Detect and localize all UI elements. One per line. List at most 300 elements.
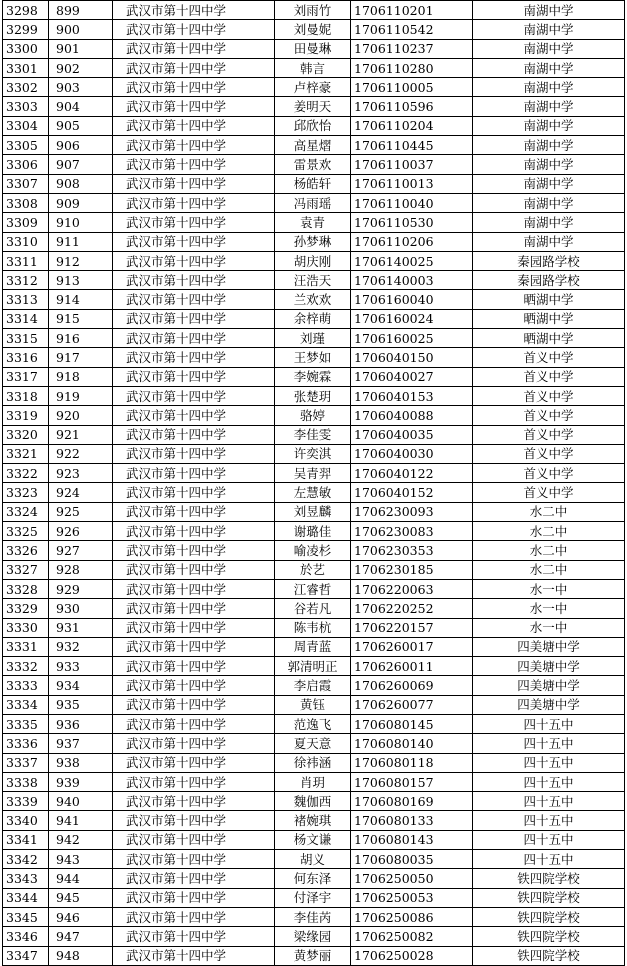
table-row [3, 136, 625, 155]
student-no-cell: 908 [49, 174, 113, 193]
student-no-cell: 911 [49, 232, 113, 251]
student-no-cell: 934 [49, 676, 113, 695]
student-name-cell: 何东泽 [275, 869, 351, 888]
student-name-cell: 雷景欢 [275, 155, 351, 174]
table-row [3, 20, 625, 39]
exam-id-cell: 1706110542 [351, 20, 473, 39]
student-name-cell: 李启霞 [275, 676, 351, 695]
row-seq-cell: 3313 [3, 290, 49, 309]
admitted-school-cell: 武汉市第十四中学 [113, 579, 275, 598]
row-seq-cell: 3328 [3, 579, 49, 598]
admitted-school-cell: 武汉市第十四中学 [113, 348, 275, 367]
student-no-cell: 926 [49, 522, 113, 541]
admitted-school-cell: 武汉市第十四中学 [113, 811, 275, 830]
origin-school-cell: 首义中学 [473, 483, 625, 502]
admitted-school-cell: 武汉市第十四中学 [113, 483, 275, 502]
student-name-cell: 余梓萌 [275, 309, 351, 328]
exam-id-cell: 1706220063 [351, 579, 473, 598]
row-seq-cell: 3303 [3, 97, 49, 116]
table-row [3, 39, 625, 58]
admitted-school-cell: 武汉市第十四中学 [113, 116, 275, 135]
exam-id-cell: 1706080169 [351, 792, 473, 811]
student-no-cell: 948 [49, 946, 113, 965]
origin-school-cell: 南湖中学 [473, 58, 625, 77]
admitted-school-cell: 武汉市第十四中学 [113, 637, 275, 656]
origin-school-cell: 秦园路学校 [473, 251, 625, 270]
origin-school-cell: 晒湖中学 [473, 329, 625, 348]
student-name-cell: 徐祎涵 [275, 753, 351, 772]
student-name-cell: 袁青 [275, 213, 351, 232]
student-name-cell: 褚婉琪 [275, 811, 351, 830]
origin-school-cell: 南湖中学 [473, 116, 625, 135]
student-no-cell: 900 [49, 20, 113, 39]
table-row [3, 1, 625, 20]
student-name-cell: 刘曼妮 [275, 20, 351, 39]
table-row [3, 792, 625, 811]
admitted-school-cell: 武汉市第十四中学 [113, 20, 275, 39]
exam-id-cell: 1706230093 [351, 502, 473, 521]
admitted-school-cell: 武汉市第十四中学 [113, 560, 275, 579]
exam-id-cell: 1706040088 [351, 406, 473, 425]
origin-school-cell: 铁四院学校 [473, 888, 625, 907]
admitted-school-cell: 武汉市第十四中学 [113, 541, 275, 560]
row-seq-cell: 3304 [3, 116, 49, 135]
student-no-cell: 946 [49, 907, 113, 926]
row-seq-cell: 3311 [3, 251, 49, 270]
origin-school-cell: 铁四院学校 [473, 946, 625, 965]
student-name-cell: 谢璐佳 [275, 522, 351, 541]
student-name-cell: 李婉霖 [275, 367, 351, 386]
exam-id-cell: 1706160024 [351, 309, 473, 328]
student-name-cell: 江睿哲 [275, 579, 351, 598]
table-row [3, 193, 625, 212]
table-row [3, 116, 625, 135]
row-seq-cell: 3322 [3, 464, 49, 483]
origin-school-cell: 南湖中学 [473, 97, 625, 116]
origin-school-cell: 首义中学 [473, 348, 625, 367]
row-seq-cell: 3344 [3, 888, 49, 907]
admitted-school-cell: 武汉市第十四中学 [113, 907, 275, 926]
row-seq-cell: 3300 [3, 39, 49, 58]
student-no-cell: 914 [49, 290, 113, 309]
student-no-cell: 907 [49, 155, 113, 174]
student-no-cell: 945 [49, 888, 113, 907]
row-seq-cell: 3307 [3, 174, 49, 193]
row-seq-cell: 3319 [3, 406, 49, 425]
student-no-cell: 909 [49, 193, 113, 212]
student-name-cell: 王梦如 [275, 348, 351, 367]
student-name-cell: 田曼琳 [275, 39, 351, 58]
admitted-school-cell: 武汉市第十四中学 [113, 386, 275, 405]
admitted-school-cell: 武汉市第十四中学 [113, 251, 275, 270]
origin-school-cell: 铁四院学校 [473, 907, 625, 926]
row-seq-cell: 3345 [3, 907, 49, 926]
row-seq-cell: 3315 [3, 329, 49, 348]
student-no-cell: 918 [49, 367, 113, 386]
table-row [3, 734, 625, 753]
table-row [3, 618, 625, 637]
student-name-cell: 陈韦杭 [275, 618, 351, 637]
student-name-cell: 许奕淇 [275, 444, 351, 463]
origin-school-cell: 水二中 [473, 502, 625, 521]
student-name-cell: 卢梓豪 [275, 78, 351, 97]
row-seq-cell: 3321 [3, 444, 49, 463]
student-name-cell: 高星熠 [275, 136, 351, 155]
admitted-school-cell: 武汉市第十四中学 [113, 522, 275, 541]
row-seq-cell: 3308 [3, 193, 49, 212]
admitted-school-cell: 武汉市第十四中学 [113, 290, 275, 309]
origin-school-cell: 南湖中学 [473, 155, 625, 174]
row-seq-cell: 3340 [3, 811, 49, 830]
origin-school-cell: 首义中学 [473, 367, 625, 386]
origin-school-cell: 铁四院学校 [473, 869, 625, 888]
row-seq-cell: 3318 [3, 386, 49, 405]
student-no-cell: 944 [49, 869, 113, 888]
admitted-school-cell: 武汉市第十四中学 [113, 425, 275, 444]
exam-id-cell: 1706040122 [351, 464, 473, 483]
exam-id-cell: 1706080157 [351, 772, 473, 791]
admitted-school-cell: 武汉市第十四中学 [113, 695, 275, 714]
exam-id-cell: 1706140003 [351, 271, 473, 290]
table-row [3, 155, 625, 174]
table-row [3, 348, 625, 367]
table-body [3, 1, 625, 966]
row-seq-cell: 3305 [3, 136, 49, 155]
student-no-cell: 924 [49, 483, 113, 502]
admitted-school-cell: 武汉市第十四中学 [113, 39, 275, 58]
origin-school-cell: 南湖中学 [473, 232, 625, 251]
table-row [3, 522, 625, 541]
student-no-cell: 930 [49, 599, 113, 618]
exam-id-cell: 1706260017 [351, 637, 473, 656]
table-row [3, 232, 625, 251]
student-name-cell: 邱欣怡 [275, 116, 351, 135]
exam-id-cell: 1706250053 [351, 888, 473, 907]
exam-id-cell: 1706110037 [351, 155, 473, 174]
student-name-cell: 孙梦琳 [275, 232, 351, 251]
student-no-cell: 902 [49, 58, 113, 77]
origin-school-cell: 南湖中学 [473, 1, 625, 20]
student-no-cell: 916 [49, 329, 113, 348]
exam-id-cell: 1706230083 [351, 522, 473, 541]
origin-school-cell: 晒湖中学 [473, 309, 625, 328]
student-no-cell: 928 [49, 560, 113, 579]
table-row [3, 271, 625, 290]
table-row [3, 386, 625, 405]
row-seq-cell: 3324 [3, 502, 49, 521]
exam-id-cell: 1706110204 [351, 116, 473, 135]
exam-id-cell: 1706110530 [351, 213, 473, 232]
student-no-cell: 920 [49, 406, 113, 425]
origin-school-cell: 南湖中学 [473, 213, 625, 232]
origin-school-cell: 秦园路学校 [473, 271, 625, 290]
student-name-cell: 兰欢欢 [275, 290, 351, 309]
exam-id-cell: 1706250028 [351, 946, 473, 965]
row-seq-cell: 3317 [3, 367, 49, 386]
exam-id-cell: 1706040150 [351, 348, 473, 367]
row-seq-cell: 3333 [3, 676, 49, 695]
admitted-school-cell: 武汉市第十四中学 [113, 676, 275, 695]
student-no-cell: 936 [49, 714, 113, 733]
admitted-school-cell: 武汉市第十四中学 [113, 502, 275, 521]
student-name-cell: 左慧敏 [275, 483, 351, 502]
origin-school-cell: 水二中 [473, 522, 625, 541]
origin-school-cell: 四十五中 [473, 714, 625, 733]
exam-id-cell: 1706110005 [351, 78, 473, 97]
exam-id-cell: 1706250082 [351, 927, 473, 946]
exam-id-cell: 1706080118 [351, 753, 473, 772]
admitted-school-cell: 武汉市第十四中学 [113, 213, 275, 232]
student-name-cell: 付泽宇 [275, 888, 351, 907]
exam-id-cell: 1706160025 [351, 329, 473, 348]
student-no-cell: 943 [49, 850, 113, 869]
exam-id-cell: 1706230353 [351, 541, 473, 560]
student-name-cell: 刘昱麟 [275, 502, 351, 521]
admitted-school-cell: 武汉市第十四中学 [113, 464, 275, 483]
student-no-cell: 906 [49, 136, 113, 155]
student-no-cell: 938 [49, 753, 113, 772]
student-no-cell: 910 [49, 213, 113, 232]
table-row [3, 714, 625, 733]
student-no-cell: 925 [49, 502, 113, 521]
exam-id-cell: 1706260069 [351, 676, 473, 695]
exam-id-cell: 1706110237 [351, 39, 473, 58]
table-row [3, 753, 625, 772]
table-row [3, 97, 625, 116]
row-seq-cell: 3347 [3, 946, 49, 965]
admitted-school-cell: 武汉市第十四中学 [113, 193, 275, 212]
row-seq-cell: 3320 [3, 425, 49, 444]
origin-school-cell: 四十五中 [473, 850, 625, 869]
student-no-cell: 919 [49, 386, 113, 405]
row-seq-cell: 3339 [3, 792, 49, 811]
admitted-school-cell: 武汉市第十四中学 [113, 406, 275, 425]
origin-school-cell: 首义中学 [473, 464, 625, 483]
student-no-cell: 940 [49, 792, 113, 811]
exam-id-cell: 1706110206 [351, 232, 473, 251]
table-row [3, 560, 625, 579]
table-row [3, 444, 625, 463]
row-seq-cell: 3341 [3, 830, 49, 849]
row-seq-cell: 3338 [3, 772, 49, 791]
student-no-cell: 932 [49, 637, 113, 656]
row-seq-cell: 3331 [3, 637, 49, 656]
row-seq-cell: 3298 [3, 1, 49, 20]
student-no-cell: 947 [49, 927, 113, 946]
table-row [3, 58, 625, 77]
exam-id-cell: 1706040030 [351, 444, 473, 463]
student-name-cell: 喻凌杉 [275, 541, 351, 560]
row-seq-cell: 3312 [3, 271, 49, 290]
student-name-cell: 郭清明正 [275, 657, 351, 676]
row-seq-cell: 3330 [3, 618, 49, 637]
exam-id-cell: 1706250086 [351, 907, 473, 926]
student-name-cell: 魏伽西 [275, 792, 351, 811]
admitted-school-cell: 武汉市第十四中学 [113, 174, 275, 193]
exam-id-cell: 1706040152 [351, 483, 473, 502]
student-no-cell: 899 [49, 1, 113, 20]
table-row [3, 251, 625, 270]
admitted-school-cell: 武汉市第十四中学 [113, 734, 275, 753]
origin-school-cell: 四美塘中学 [473, 657, 625, 676]
origin-school-cell: 首义中学 [473, 386, 625, 405]
table-row [3, 367, 625, 386]
student-name-cell: 李佳雯 [275, 425, 351, 444]
table-row [3, 869, 625, 888]
admitted-school-cell: 武汉市第十四中学 [113, 329, 275, 348]
table-row [3, 309, 625, 328]
origin-school-cell: 四十五中 [473, 772, 625, 791]
student-name-cell: 黄钰 [275, 695, 351, 714]
admitted-school-cell: 武汉市第十四中学 [113, 155, 275, 174]
admitted-school-cell: 武汉市第十四中学 [113, 714, 275, 733]
admitted-school-cell: 武汉市第十四中学 [113, 792, 275, 811]
admitted-school-cell: 武汉市第十四中学 [113, 58, 275, 77]
origin-school-cell: 四十五中 [473, 734, 625, 753]
table-row [3, 637, 625, 656]
table-row [3, 850, 625, 869]
row-seq-cell: 3314 [3, 309, 49, 328]
table-row [3, 830, 625, 849]
row-seq-cell: 3336 [3, 734, 49, 753]
exam-id-cell: 1706110280 [351, 58, 473, 77]
admitted-school-cell: 武汉市第十四中学 [113, 232, 275, 251]
table-row [3, 78, 625, 97]
admitted-school-cell: 武汉市第十四中学 [113, 888, 275, 907]
admitted-school-cell: 武汉市第十四中学 [113, 271, 275, 290]
row-seq-cell: 3332 [3, 657, 49, 676]
student-no-cell: 913 [49, 271, 113, 290]
student-no-cell: 901 [49, 39, 113, 58]
row-seq-cell: 3323 [3, 483, 49, 502]
exam-id-cell: 1706220157 [351, 618, 473, 637]
origin-school-cell: 四十五中 [473, 792, 625, 811]
table-row [3, 907, 625, 926]
student-no-cell: 903 [49, 78, 113, 97]
exam-id-cell: 1706220252 [351, 599, 473, 618]
table-row [3, 599, 625, 618]
student-no-cell: 931 [49, 618, 113, 637]
table-row [3, 213, 625, 232]
row-seq-cell: 3299 [3, 20, 49, 39]
student-name-cell: 冯雨瑶 [275, 193, 351, 212]
origin-school-cell: 四十五中 [473, 753, 625, 772]
student-no-cell: 941 [49, 811, 113, 830]
student-name-cell: 胡义 [275, 850, 351, 869]
student-no-cell: 921 [49, 425, 113, 444]
student-no-cell: 929 [49, 579, 113, 598]
table-row [3, 464, 625, 483]
student-name-cell: 刘瑾 [275, 329, 351, 348]
admitted-school-cell: 武汉市第十四中学 [113, 657, 275, 676]
origin-school-cell: 水二中 [473, 560, 625, 579]
origin-school-cell: 四美塘中学 [473, 676, 625, 695]
table-row [3, 290, 625, 309]
row-seq-cell: 3316 [3, 348, 49, 367]
admitted-school-cell: 武汉市第十四中学 [113, 444, 275, 463]
student-name-cell: 李佳芮 [275, 907, 351, 926]
exam-id-cell: 1706040153 [351, 386, 473, 405]
row-seq-cell: 3325 [3, 522, 49, 541]
origin-school-cell: 水二中 [473, 541, 625, 560]
exam-id-cell: 1706230185 [351, 560, 473, 579]
student-no-cell: 904 [49, 97, 113, 116]
row-seq-cell: 3326 [3, 541, 49, 560]
table-row [3, 174, 625, 193]
student-name-cell: 梁缘园 [275, 927, 351, 946]
exam-id-cell: 1706260011 [351, 657, 473, 676]
exam-id-cell: 1706110013 [351, 174, 473, 193]
student-no-cell: 937 [49, 734, 113, 753]
student-name-cell: 刘雨竹 [275, 1, 351, 20]
origin-school-cell: 首义中学 [473, 425, 625, 444]
student-name-cell: 周青蓝 [275, 637, 351, 656]
origin-school-cell: 水一中 [473, 579, 625, 598]
origin-school-cell: 南湖中学 [473, 174, 625, 193]
admitted-school-cell: 武汉市第十四中学 [113, 367, 275, 386]
row-seq-cell: 3334 [3, 695, 49, 714]
student-name-cell: 肖玥 [275, 772, 351, 791]
admitted-school-cell: 武汉市第十四中学 [113, 78, 275, 97]
admitted-school-cell: 武汉市第十四中学 [113, 850, 275, 869]
origin-school-cell: 晒湖中学 [473, 290, 625, 309]
exam-id-cell: 1706080140 [351, 734, 473, 753]
student-no-cell: 922 [49, 444, 113, 463]
table-row [3, 406, 625, 425]
row-seq-cell: 3310 [3, 232, 49, 251]
exam-id-cell: 1706250050 [351, 869, 473, 888]
student-name-cell: 张楚玥 [275, 386, 351, 405]
origin-school-cell: 四十五中 [473, 811, 625, 830]
table-row [3, 329, 625, 348]
student-no-cell: 935 [49, 695, 113, 714]
exam-id-cell: 1706040035 [351, 425, 473, 444]
admitted-school-cell: 武汉市第十四中学 [113, 946, 275, 965]
exam-id-cell: 1706110445 [351, 136, 473, 155]
exam-id-cell: 1706080035 [351, 850, 473, 869]
admitted-school-cell: 武汉市第十四中学 [113, 772, 275, 791]
student-name-cell: 杨皓轩 [275, 174, 351, 193]
exam-id-cell: 1706080143 [351, 830, 473, 849]
row-seq-cell: 3327 [3, 560, 49, 579]
origin-school-cell: 水一中 [473, 618, 625, 637]
student-name-cell: 韩言 [275, 58, 351, 77]
table-row [3, 811, 625, 830]
student-no-cell: 905 [49, 116, 113, 135]
table-row [3, 579, 625, 598]
exam-id-cell: 1706110201 [351, 1, 473, 20]
student-name-cell: 吴青羿 [275, 464, 351, 483]
origin-school-cell: 四美塘中学 [473, 637, 625, 656]
exam-id-cell: 1706110596 [351, 97, 473, 116]
table-row [3, 888, 625, 907]
exam-id-cell: 1706040027 [351, 367, 473, 386]
admitted-school-cell: 武汉市第十四中学 [113, 753, 275, 772]
table-row [3, 483, 625, 502]
origin-school-cell: 南湖中学 [473, 39, 625, 58]
row-seq-cell: 3337 [3, 753, 49, 772]
student-name-cell: 於艺 [275, 560, 351, 579]
student-name-cell: 黄梦丽 [275, 946, 351, 965]
admitted-school-cell: 武汉市第十四中学 [113, 830, 275, 849]
admitted-school-cell: 武汉市第十四中学 [113, 869, 275, 888]
table-row [3, 772, 625, 791]
student-no-cell: 933 [49, 657, 113, 676]
exam-id-cell: 1706160040 [351, 290, 473, 309]
origin-school-cell: 首义中学 [473, 406, 625, 425]
student-no-cell: 942 [49, 830, 113, 849]
student-name-cell: 姜明天 [275, 97, 351, 116]
